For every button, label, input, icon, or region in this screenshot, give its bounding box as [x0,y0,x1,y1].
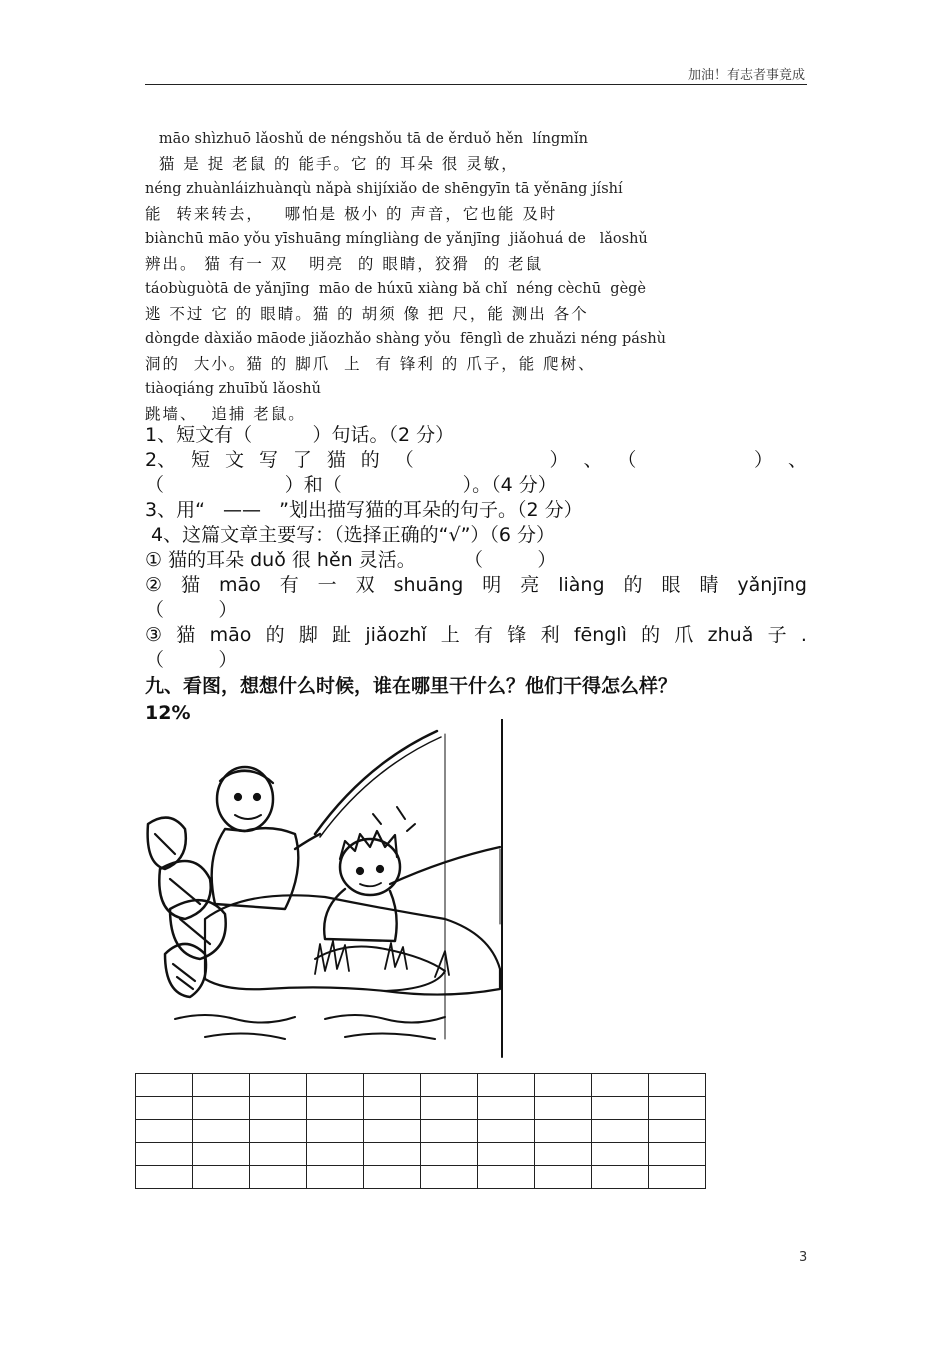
writing-grid-cell[interactable] [649,1166,706,1189]
passage-line-hanzi: 洞的 大小。猫 的 脚爪 上 有 锋利 的 爪子，能 爬树、 [145,355,596,373]
writing-grid-cell[interactable] [649,1097,706,1120]
writing-grid-cell[interactable] [307,1120,364,1143]
reading-passage [145,127,807,427]
option-2-answer-blank: （ ） [145,599,238,621]
opt2-token: 眼 [661,574,681,596]
section-9-score: 12% [145,702,191,724]
writing-grid-cell[interactable] [535,1143,592,1166]
writing-grid-cell[interactable] [478,1074,535,1097]
opt3-token: 爪 [674,624,694,646]
writing-grid-cell[interactable] [250,1097,307,1120]
option-2 [145,573,807,598]
q2-token: 猫 [326,449,346,471]
option-1: ① 猫的耳朵 duǒ 很 hěn 灵活。 （ ） [145,549,557,571]
writing-grid-cell[interactable] [421,1120,478,1143]
opt2-token: 一 [317,574,337,596]
q2-token: 文 [224,449,244,471]
question-list [145,423,807,673]
opt2-token: ② [145,574,163,596]
opt2-token: yǎnjīng [737,574,807,596]
writing-grid-cell[interactable] [193,1097,250,1120]
writing-grid-row [136,1143,706,1166]
writing-grid-cell[interactable] [649,1074,706,1097]
opt2-token: 的 [623,574,643,596]
writing-grid-cell[interactable] [649,1143,706,1166]
writing-grid-cell[interactable] [478,1166,535,1189]
writing-grid-cell[interactable] [421,1166,478,1189]
passage-line-pinyin: biànchū māo yǒu yīshuāng míngliàng de yǎnjīng jiǎohuá de lǎoshǔ [145,231,648,247]
passage-line-pinyin: māo shìzhuō lǎoshǔ de néngshǒu tā de ěrduǒ hěn língmǐn [145,131,588,147]
q2-token: （ [617,449,637,471]
opt3-token: māo [209,624,252,646]
opt2-token: 明 [482,574,502,596]
q2-token: ） [651,449,774,471]
writing-grid-cell[interactable] [136,1120,193,1143]
opt2-token: 有 [279,574,299,596]
opt2-token: 睛 [699,574,719,596]
opt3-token: 趾 [332,624,352,646]
writing-grid-row [136,1097,706,1120]
writing-grid-cell[interactable] [307,1074,364,1097]
writing-grid-row [136,1120,706,1143]
writing-grid-cell[interactable] [649,1120,706,1143]
writing-grid-cell[interactable] [250,1166,307,1189]
section-9-title: 九、看图，想想什么时候，谁在哪里干什么？他们干得怎么样？ [145,675,678,697]
opt3-token: zhuǎ [707,624,754,646]
writing-grid-cell[interactable] [250,1074,307,1097]
opt2-token: 猫 [181,574,201,596]
writing-grid-cell[interactable] [535,1120,592,1143]
question-3: 3、用“ —— ”划出描写猫的耳朵的句子。（2 分） [145,499,583,521]
q2-token: 写 [258,449,278,471]
writing-grid-cell[interactable] [136,1166,193,1189]
writing-grid-cell[interactable] [307,1166,364,1189]
writing-grid-cell[interactable] [193,1166,250,1189]
writing-grid-cell[interactable] [592,1074,649,1097]
header-divider [145,84,807,85]
opt3-token: . [800,624,807,646]
q2-token: 、 [583,449,603,471]
writing-grid-cell[interactable] [592,1097,649,1120]
q2-token: 2、 [145,449,177,471]
writing-grid-row [136,1074,706,1097]
writing-grid-row [136,1166,706,1189]
passage-line-pinyin: néng zhuànláizhuànqù nǎpà shijíxiǎo de shēngyīn tā yěnāng jíshí [145,181,623,197]
writing-grid-cell[interactable] [364,1097,421,1120]
opt2-token: shuāng [393,574,464,596]
writing-grid-cell[interactable] [307,1143,364,1166]
passage-line-hanzi: 猫 是 捉 老鼠 的 能手。它 的 耳朵 很 灵敏， [145,155,519,173]
passage-line-hanzi: 逃 不过 它 的 眼睛。猫 的 胡须 像 把 尺，能 测出 各个 [145,305,589,323]
passage-line-hanzi: 能 转来转去， 哪怕是 极小 的 声音，它也能 及时 [145,205,558,223]
passage-line-pinyin: dòngde dàxiǎo māode jiǎozhǎo shàng yǒu fēnglì de zhuǎzi néng páshù [145,331,666,347]
writing-grid-cell[interactable] [478,1097,535,1120]
question-2-line-1 [145,448,807,473]
writing-grid-cell[interactable] [421,1074,478,1097]
writing-grid-cell[interactable] [136,1074,193,1097]
writing-grid-cell[interactable] [364,1120,421,1143]
writing-grid-cell[interactable] [364,1166,421,1189]
opt3-token: 锋 [507,624,527,646]
q2-token: ） [428,449,569,471]
passage-line-pinyin: tiàoqiáng zhuībǔ lǎoshǔ [145,381,321,397]
opt2-token: 双 [355,574,375,596]
writing-grid-cell[interactable] [193,1143,250,1166]
opt3-token: 脚 [298,624,318,646]
passage-line-hanzi: 跳墙、 追捕 老鼠。 [145,405,306,423]
writing-grid-cell[interactable] [592,1166,649,1189]
passage-line-pinyin: táobùguòtā de yǎnjīng māo de húxū xiàng bǎ chǐ néng cèchū gègè [145,281,647,297]
header-motto: 加油！有志者事竟成 [687,68,805,83]
q2-token: （ [394,449,414,471]
option-3-answer-blank: （ ） [145,649,238,671]
opt2-token: liàng [558,574,605,596]
writing-grid-cell[interactable] [592,1143,649,1166]
opt3-token: 子 [767,624,787,646]
writing-grid-cell[interactable] [136,1143,193,1166]
question-2-line-2: （ ）和（ ）。（4 分） [145,474,557,496]
option-3 [145,623,807,648]
q2-token: 的 [360,449,380,471]
writing-grid-cell[interactable] [193,1074,250,1097]
writing-grid-cell[interactable] [421,1097,478,1120]
opt3-token: 利 [540,624,560,646]
writing-grid-cell[interactable] [478,1120,535,1143]
opt3-token: 有 [474,624,494,646]
writing-grid-cell[interactable] [364,1074,421,1097]
writing-grid-cell[interactable] [478,1143,535,1166]
fishing-illustration [145,719,510,1059]
writing-grid-cell[interactable] [250,1120,307,1143]
writing-grid-cell[interactable] [592,1120,649,1143]
writing-grid-cell[interactable] [250,1143,307,1166]
passage-line-hanzi: 辨出。 猫 有一 双 明亮 的 眼睛，狡猾 的 老鼠 [145,255,544,273]
opt3-token: 上 [440,624,460,646]
writing-grid [135,1073,706,1189]
writing-grid-cell[interactable] [535,1074,592,1097]
q2-token: 、 [787,449,807,471]
q2-token: 了 [292,449,312,471]
question-4: 4、这篇文章主要写：（选择正确的“√”）（6 分） [145,524,556,546]
opt2-token: 亮 [520,574,540,596]
opt3-token: 猫 [176,624,196,646]
opt3-token: fēnglì [573,624,627,646]
q2-token: 短 [191,449,211,471]
writing-grid-cell[interactable] [193,1120,250,1143]
writing-grid-cell[interactable] [307,1097,364,1120]
writing-grid-cell[interactable] [364,1143,421,1166]
opt3-token: ③ [145,624,163,646]
writing-grid-cell[interactable] [535,1166,592,1189]
opt3-token: jiǎozhǐ [365,624,427,646]
writing-grid-cell[interactable] [136,1097,193,1120]
page-number: 3 [799,1250,808,1265]
writing-grid-cell[interactable] [421,1143,478,1166]
opt3-token: 的 [265,624,285,646]
question-1: 1、短文有（ ）句话。（2 分） [145,424,455,446]
fishing-picture-icon [145,719,510,1059]
opt2-token: māo [218,574,261,596]
opt3-token: 的 [641,624,661,646]
writing-grid-cell[interactable] [535,1097,592,1120]
